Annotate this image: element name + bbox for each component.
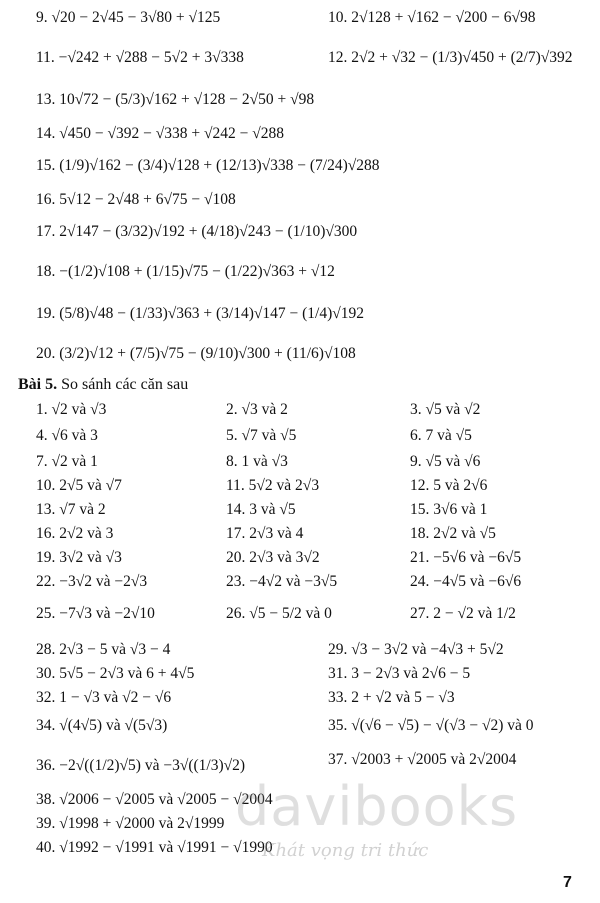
exercise-14: 14. √450 − √392 − √338 + √242 − √288 — [36, 125, 284, 142]
compare-item-29: 29. √3 − 3√2 và −4√3 + 5√2 — [328, 641, 504, 658]
compare-item-36: 36. −2√((1/2)√5) và −3√((1/3)√2) — [36, 757, 246, 774]
section-label: Bài 5. — [18, 376, 58, 393]
compare-item-7: 7. √2 và 1 — [36, 453, 98, 470]
compare-item-33: 33. 2 + √2 và 5 − √3 — [328, 689, 455, 706]
compare-item-23: 23. −4√2 và −3√5 — [226, 573, 338, 590]
compare-item-26: 26. √5 − 5/2 và 0 — [226, 605, 332, 622]
compare-item-19: 19. 3√2 và √3 — [36, 549, 122, 566]
exercise-12: 12. 2√2 + √32 − (1/3)√450 + (2/7)√392 — [328, 49, 573, 66]
exercise-15: 15. (1/9)√162 − (3/4)√128 + (12/13)√338 − (7/24)√288 — [36, 157, 380, 174]
compare-item-35: 35. √(√6 − √5) − √(√3 − √2) và 0 — [328, 717, 534, 734]
exercise-16: 16. 5√12 − 2√48 + 6√75 − √108 — [36, 191, 236, 208]
compare-item-28: 28. 2√3 − 5 và √3 − 4 — [36, 641, 171, 658]
compare-item-1: 1. √2 và √3 — [36, 401, 107, 418]
compare-item-40: 40. √1992 − √1991 và √1991 − √1990 — [36, 839, 273, 856]
compare-item-25: 25. −7√3 và −2√10 — [36, 605, 155, 622]
exercise-10: 10. 2√128 + √162 − √200 − 6√98 — [328, 9, 536, 26]
exercise-9: 9. √20 − 2√45 − 3√80 + √125 — [36, 9, 221, 26]
section-title-text: So sánh các căn sau — [61, 376, 189, 393]
compare-item-6: 6. 7 và √5 — [410, 427, 472, 444]
exercise-18: 18. −(1/2)√108 + (1/15)√75 − (1/22)√363 + √12 — [36, 263, 335, 280]
compare-item-31: 31. 3 − 2√3 và 2√6 − 5 — [328, 665, 471, 682]
compare-item-24: 24. −4√5 và −6√6 — [410, 573, 522, 590]
compare-item-30: 30. 5√5 − 2√3 và 6 + 4√5 — [36, 665, 195, 682]
compare-item-37: 37. √2003 + √2005 và 2√2004 — [328, 751, 517, 768]
compare-item-32: 32. 1 − √3 và √2 − √6 — [36, 689, 172, 706]
exercise-13: 13. 10√72 − (5/3)√162 + √128 − 2√50 + √98 — [36, 91, 315, 108]
compare-item-15: 15. 3√6 và 1 — [410, 501, 488, 518]
exercise-11: 11. −√242 + √288 − 5√2 + 3√338 — [36, 49, 244, 66]
compare-item-16: 16. 2√2 và 3 — [36, 525, 114, 542]
compare-item-5: 5. √7 và √5 — [226, 427, 297, 444]
compare-item-14: 14. 3 và √5 — [226, 501, 296, 518]
watermark-tagline: Khát vọng tri thức — [262, 840, 429, 861]
compare-item-38: 38. √2006 − √2005 và √2005 − √2004 — [36, 791, 273, 808]
compare-item-13: 13. √7 và 2 — [36, 501, 106, 518]
watermark-brand: davibooks — [235, 775, 519, 838]
compare-item-10: 10. 2√5 và √7 — [36, 477, 122, 494]
exercise-17: 17. 2√147 − (3/32)√192 + (4/18)√243 − (1/10)√300 — [36, 223, 358, 240]
section-heading — [18, 376, 188, 394]
compare-item-22: 22. −3√2 và −2√3 — [36, 573, 148, 590]
exercise-20: 20. (3/2)√12 + (7/5)√75 − (9/10)√300 + (11/6)√108 — [36, 345, 356, 362]
compare-item-17: 17. 2√3 và 4 — [226, 525, 304, 542]
compare-item-20: 20. 2√3 và 3√2 — [226, 549, 320, 566]
compare-item-3: 3. √5 và √2 — [410, 401, 481, 418]
compare-item-18: 18. 2√2 và √5 — [410, 525, 496, 542]
compare-item-34: 34. √(4√5) và √(5√3) — [36, 717, 168, 734]
compare-item-2: 2. √3 và 2 — [226, 401, 288, 418]
compare-item-11: 11. 5√2 và 2√3 — [226, 477, 320, 494]
page-number: 7 — [563, 874, 572, 891]
compare-item-8: 8. 1 và √3 — [226, 453, 288, 470]
compare-item-9: 9. √5 và √6 — [410, 453, 481, 470]
compare-item-27: 27. 2 − √2 và 1/2 — [410, 605, 516, 622]
compare-item-12: 12. 5 và 2√6 — [410, 477, 488, 494]
compare-item-21: 21. −5√6 và −6√5 — [410, 549, 522, 566]
compare-item-4: 4. √6 và 3 — [36, 427, 98, 444]
compare-item-39: 39. √1998 + √2000 và 2√1999 — [36, 815, 225, 832]
exercise-19: 19. (5/8)√48 − (1/33)√363 + (3/14)√147 − (1/4)√192 — [36, 305, 365, 322]
